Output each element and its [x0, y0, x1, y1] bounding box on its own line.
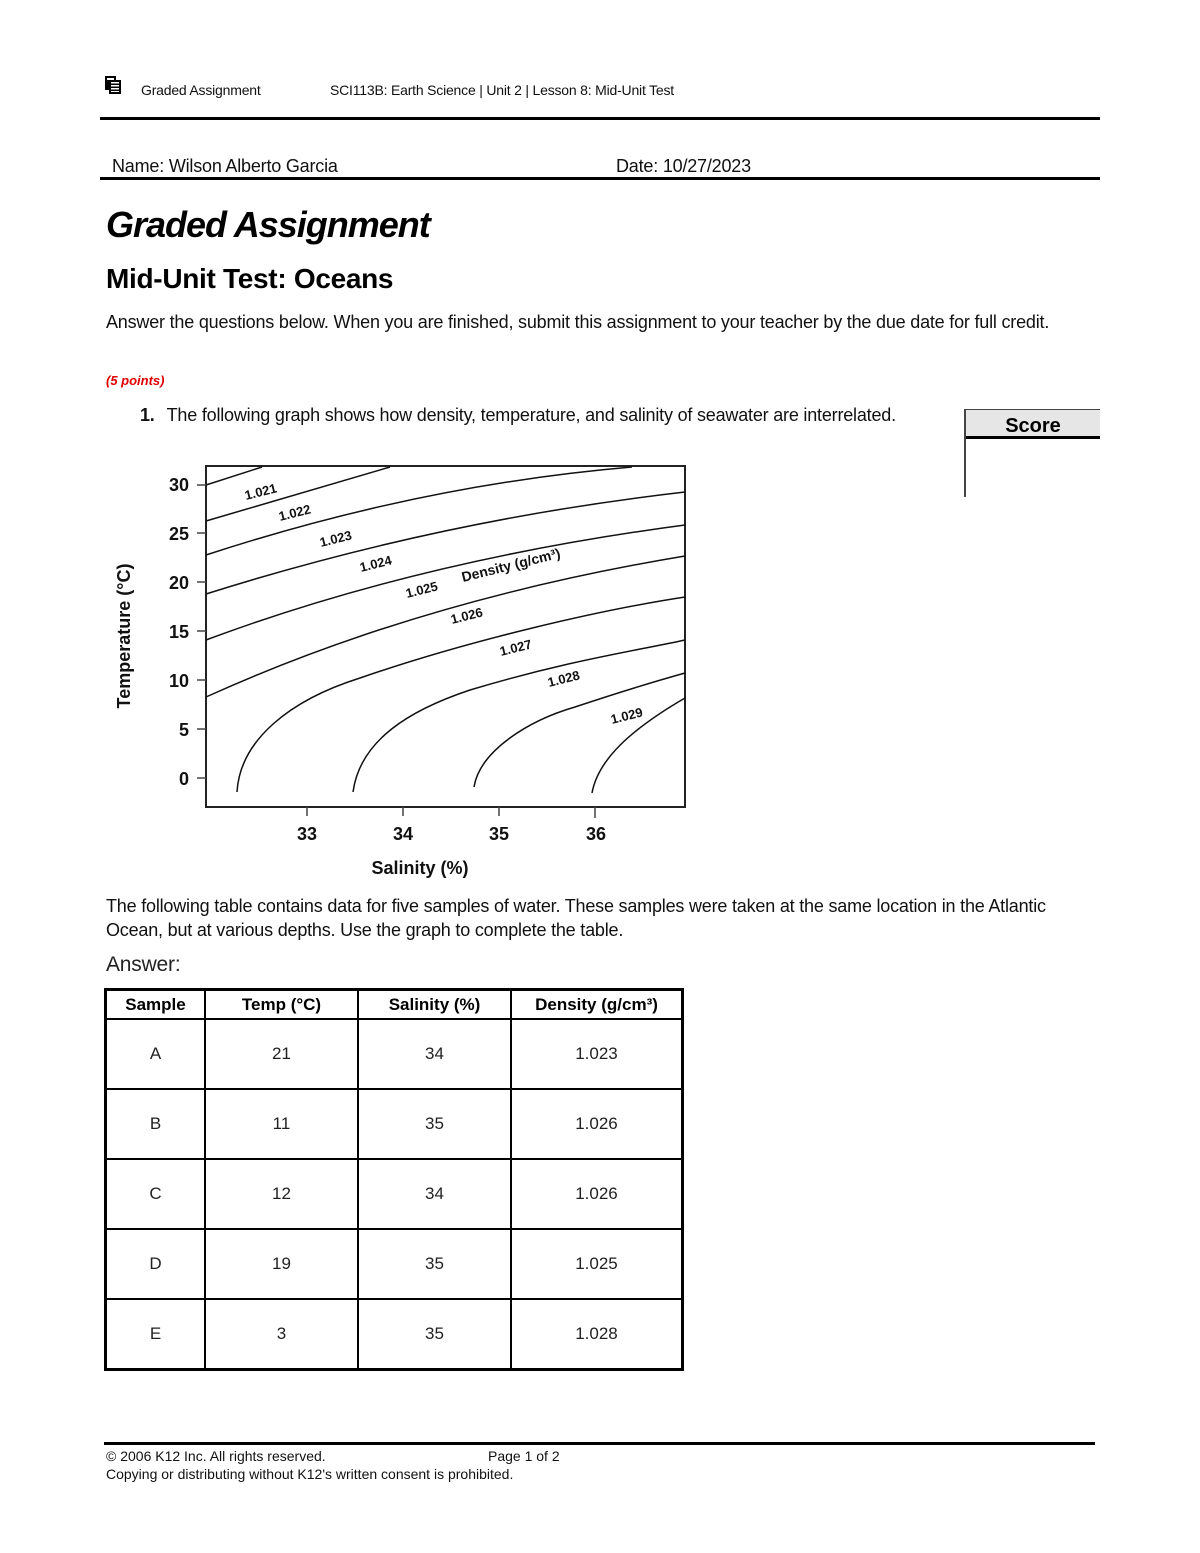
- col-temp: Temp (°C): [205, 990, 358, 1020]
- cell-density[interactable]: 1.026: [511, 1159, 683, 1229]
- cell-density[interactable]: 1.025: [511, 1229, 683, 1299]
- answer-label: Answer:: [106, 953, 181, 976]
- contour-label-1.021: 1.021: [243, 480, 279, 503]
- score-label: Score: [966, 409, 1100, 439]
- contour-label-1.027: 1.027: [498, 636, 534, 659]
- y-tick-0: 0: [178, 769, 189, 789]
- contour-label-1.023: 1.023: [318, 527, 354, 550]
- footer-notice: Copying or distributing without K12's written consent is prohibited.: [106, 1466, 514, 1482]
- contour-1.023: [206, 467, 632, 555]
- table-row: [106, 1229, 683, 1299]
- y-tick-25: 25: [168, 524, 189, 544]
- footer-page-number: Page 1 of 2: [488, 1448, 560, 1464]
- y-tick-30: 30: [168, 475, 189, 495]
- cell-salinity[interactable]: 35: [358, 1299, 511, 1370]
- table-row: [106, 1089, 683, 1159]
- table-row: [106, 1019, 683, 1089]
- footer-copyright: © 2006 K12 Inc. All rights reserved.: [106, 1448, 326, 1464]
- cell-salinity[interactable]: 35: [358, 1089, 511, 1159]
- col-salinity: Salinity (%): [358, 990, 511, 1020]
- y-tick-10: 10: [168, 671, 189, 691]
- question-number: 1.: [140, 405, 155, 425]
- score-value-field[interactable]: [966, 441, 1100, 495]
- page-subtitle: Mid-Unit Test: Oceans: [106, 263, 394, 294]
- contour-label-1.025: 1.025: [404, 578, 440, 601]
- cell-temp[interactable]: 11: [205, 1089, 358, 1159]
- question-1: [140, 403, 920, 427]
- cell-temp[interactable]: 12: [205, 1159, 358, 1229]
- cell-density[interactable]: 1.028: [511, 1299, 683, 1370]
- student-name: Name: Wilson Alberto Garcia: [112, 156, 338, 176]
- contour-1.029: [474, 673, 685, 787]
- document-icon: [104, 75, 122, 95]
- cell-sample: B: [106, 1089, 206, 1159]
- contour-label-1.028: 1.028: [546, 667, 582, 690]
- x-tick-36: 36: [585, 824, 607, 844]
- contour-1.025: [206, 525, 685, 640]
- density-annotation: Density (g/cm³): [459, 544, 562, 585]
- cell-sample: D: [106, 1229, 206, 1299]
- cell-sample: C: [106, 1159, 206, 1229]
- contour-label-1.024: 1.024: [358, 552, 394, 575]
- assignment-date: Date: 10/27/2023: [616, 156, 751, 176]
- contour-1.027: [237, 597, 685, 792]
- cell-salinity[interactable]: 35: [358, 1229, 511, 1299]
- score-box: [964, 409, 1102, 497]
- cell-temp[interactable]: 19: [205, 1229, 358, 1299]
- x-tick-34: 34: [392, 824, 414, 844]
- contour-label-1.022: 1.022: [277, 501, 313, 524]
- col-density: Density (g/cm³): [511, 990, 683, 1020]
- contour-1.021: [206, 467, 262, 485]
- contour-label-1.026: 1.026: [449, 604, 485, 627]
- cell-temp[interactable]: 3: [205, 1299, 358, 1370]
- page-title: Graded Assignment: [106, 204, 430, 245]
- name-divider: [100, 177, 1100, 180]
- cell-density[interactable]: 1.026: [511, 1089, 683, 1159]
- contour-1.024: [206, 492, 685, 594]
- cell-density[interactable]: 1.023: [511, 1019, 683, 1089]
- cell-salinity[interactable]: 34: [358, 1159, 511, 1229]
- y-tick-5: 5: [178, 720, 189, 740]
- cell-sample: E: [106, 1299, 206, 1370]
- header-doc-type: Graded Assignment: [141, 82, 261, 98]
- table-header-row: [106, 990, 683, 1020]
- table-row: [106, 1299, 683, 1370]
- table-row: [106, 1159, 683, 1229]
- samples-table: [104, 988, 684, 1371]
- y-tick-20: 20: [168, 573, 189, 593]
- x-axis-label: Salinity (%): [371, 858, 469, 878]
- header-divider: [100, 117, 1100, 120]
- points-label: (5 points): [106, 373, 165, 388]
- cell-sample: A: [106, 1019, 206, 1089]
- contour-1.026: [206, 556, 685, 697]
- question-text: The following graph shows how density, temperature, and salinity of seawater are interrelated.: [166, 405, 896, 425]
- y-axis-label: Temperature (°C): [114, 563, 134, 709]
- header-course-path: SCI113B: Earth Science | Unit 2 | Lesson 8: Mid-Unit Test: [330, 82, 674, 98]
- x-tick-33: 33: [296, 824, 318, 844]
- y-tick-15: 15: [168, 622, 189, 642]
- table-instructions: The following table contains data for five samples of water. These samples were taken at the same location in the Atlantic Ocean, but at various depths. Use the graph to complete the table.: [106, 896, 1046, 940]
- instructions: Answer the questions below. When you are finished, submit this assignment to your teacher by the due date for full credit.: [106, 312, 1050, 332]
- contour-label-1.029: 1.029: [609, 704, 645, 727]
- x-tick-35: 35: [488, 824, 510, 844]
- col-sample: Sample: [106, 990, 206, 1020]
- cell-temp[interactable]: 21: [205, 1019, 358, 1089]
- density-temperature-salinity-chart: [100, 455, 700, 885]
- footer-divider: [104, 1442, 1095, 1445]
- cell-salinity[interactable]: 34: [358, 1019, 511, 1089]
